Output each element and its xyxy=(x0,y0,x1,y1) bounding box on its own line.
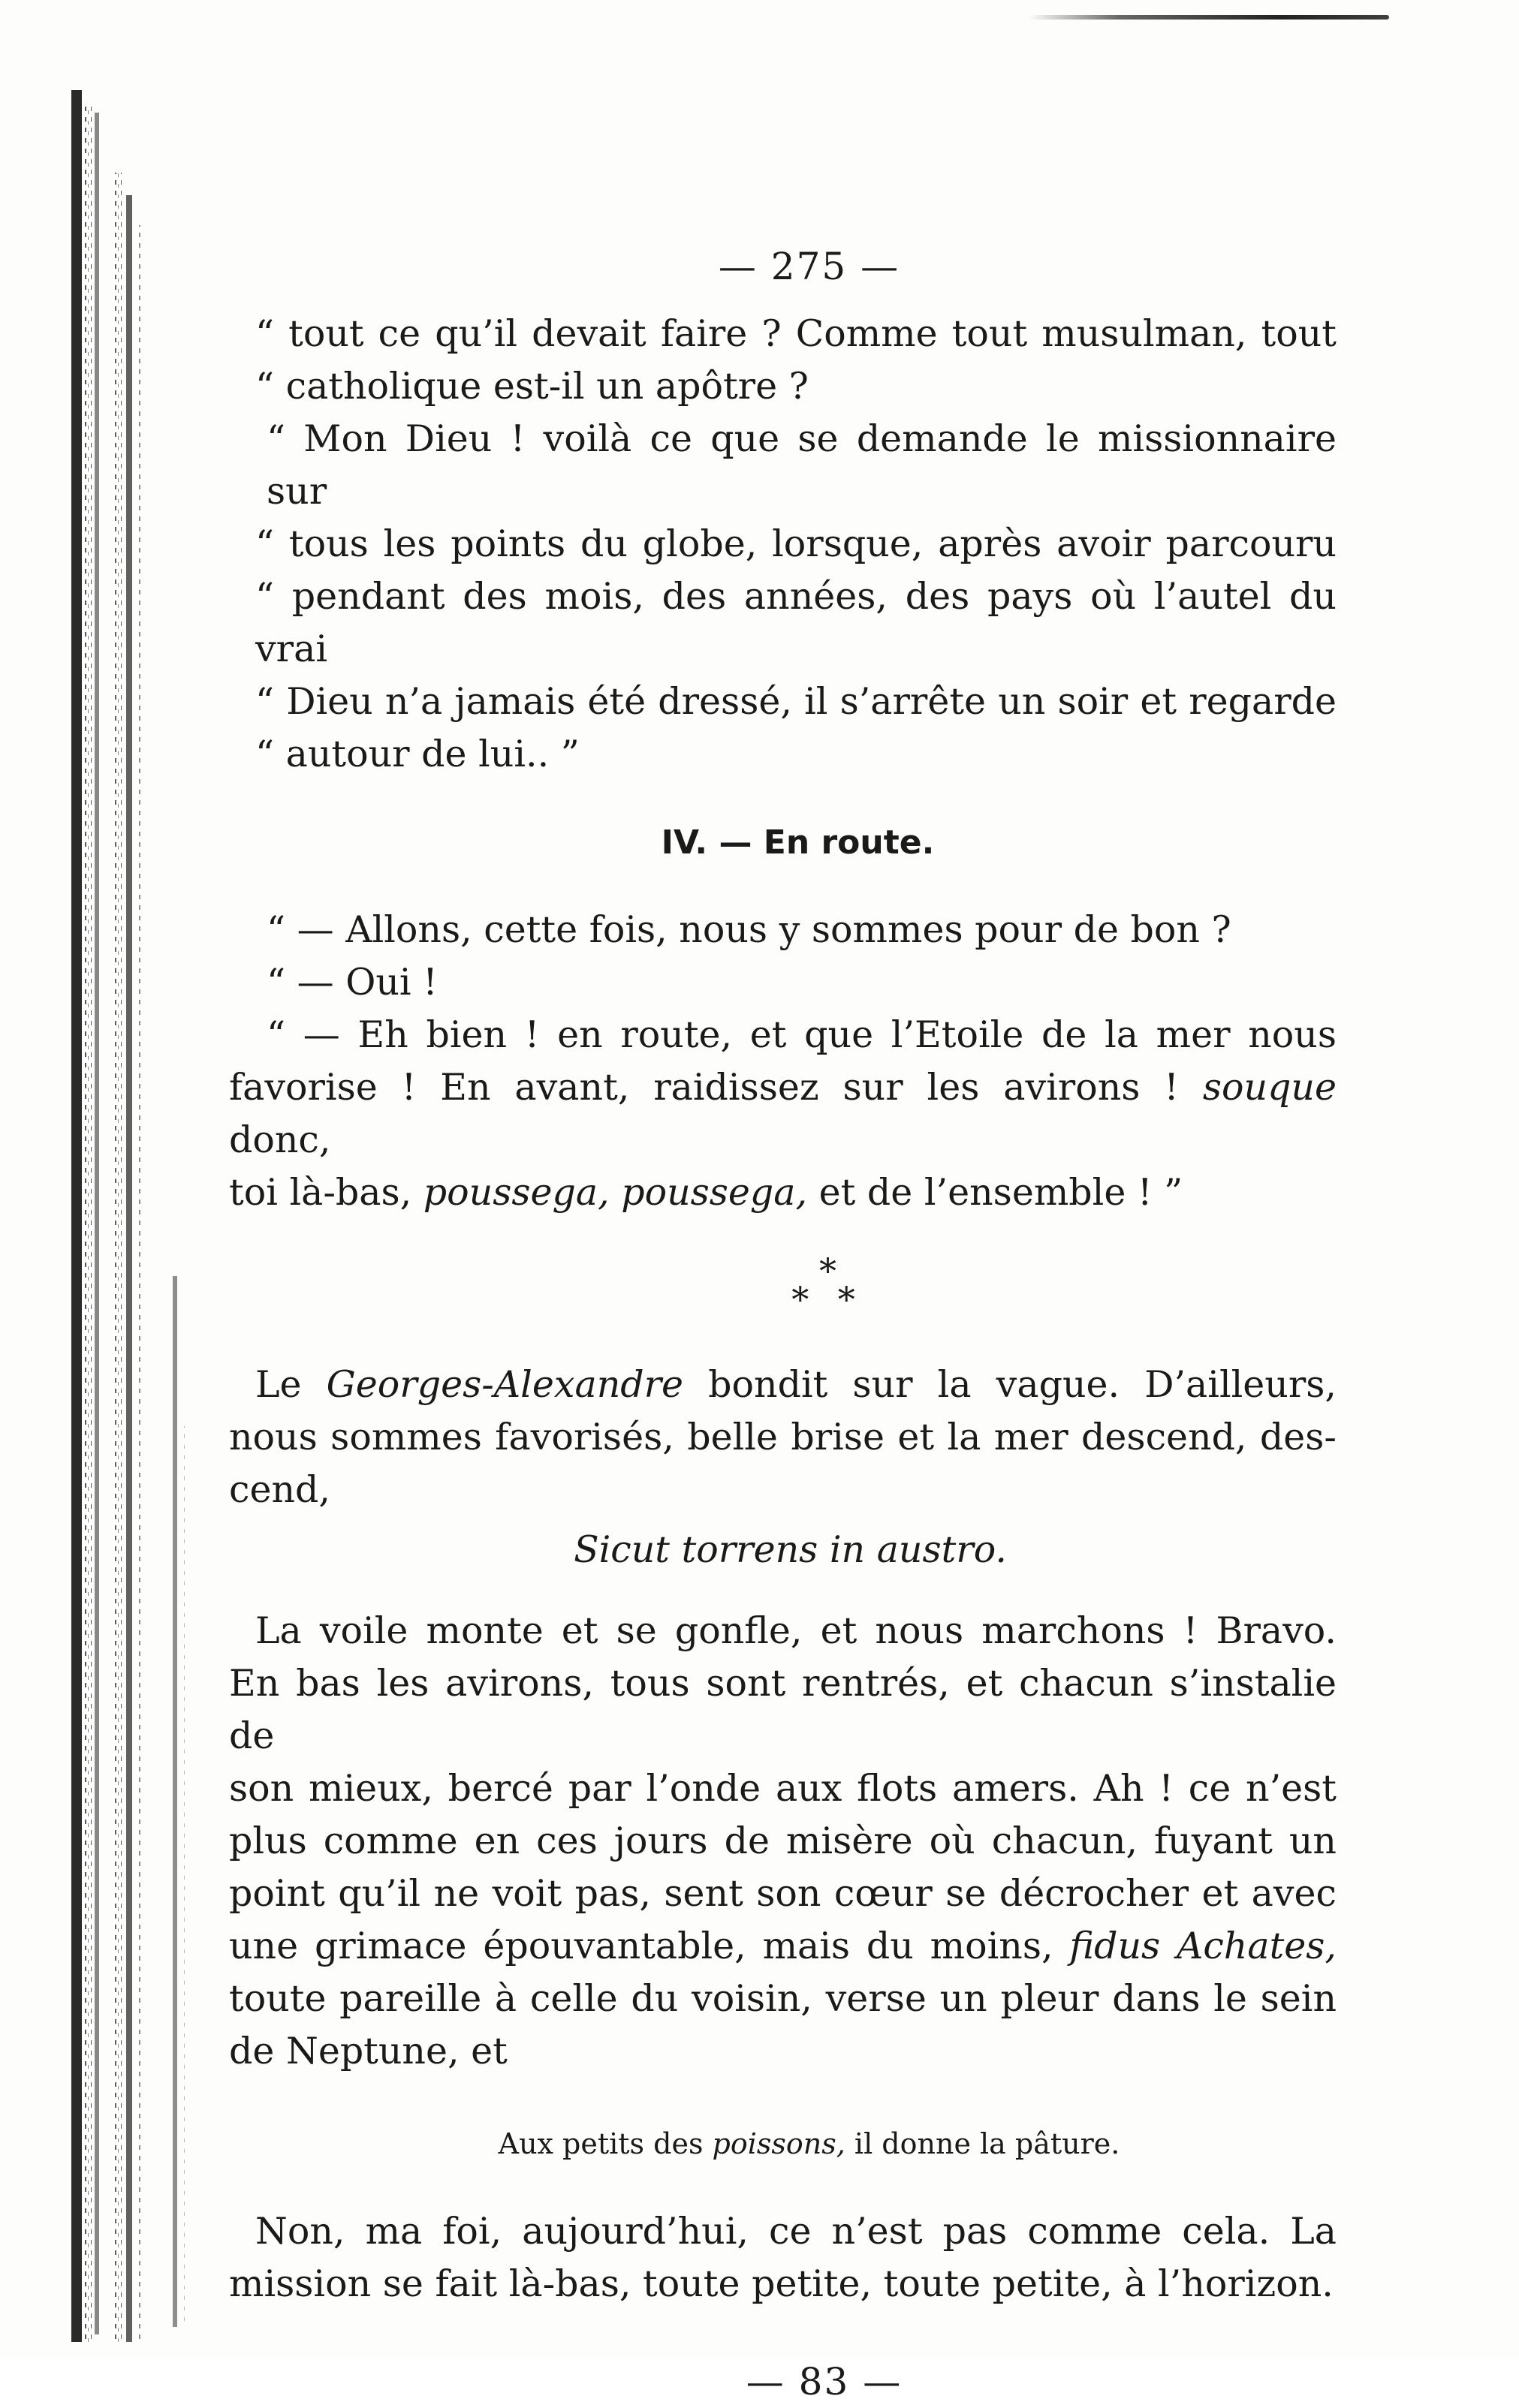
text-span: toi là-bas, xyxy=(229,1171,423,1214)
text-line: cend, xyxy=(229,1468,330,1511)
text-span: et de l’ensemble ! ” xyxy=(807,1171,1183,1214)
dialogue-block xyxy=(229,904,1337,1219)
text-span: bondit sur la vague. D’ailleurs, xyxy=(683,1363,1337,1406)
text-line: “ autour de lui.. ” xyxy=(255,733,580,775)
text-line: “ pendant des mois, des années, des pays où l’autel du vrai xyxy=(255,575,1337,670)
text-span: une grimace épouvantable, mais du moins, xyxy=(229,1925,1070,1967)
text-line: “ tous les points du globe, lorsque, après avoir parcouru xyxy=(255,522,1337,565)
page-text xyxy=(229,240,1337,2408)
dialogue-line: “ — Oui ! xyxy=(267,961,438,1004)
text-span: il donne la pâture. xyxy=(845,2127,1120,2160)
text-line: point qu’il ne voit pas, sent son cœur se décrocher et avec xyxy=(229,1872,1337,1915)
dialogue-line: “ — Allons, cette fois, nous y sommes pour de bon ? xyxy=(267,908,1231,951)
text-line: “ Dieu n’a jamais été dressé, il s’arrête un soir et regarde xyxy=(255,680,1337,723)
text-span: favorise ! En avant, raidissez sur les avirons ! xyxy=(229,1066,1203,1109)
verse-quotation xyxy=(229,2121,1337,2166)
top-page-number: — 275 — xyxy=(718,245,900,288)
section-heading: IV. — En route. xyxy=(661,823,935,862)
narrative-paragraph-2 xyxy=(229,1605,1337,2078)
text-line: “ catholique est-il un apôtre ? xyxy=(255,365,809,408)
top-scan-rule xyxy=(1029,15,1389,20)
closing-paragraph xyxy=(229,2205,1337,2310)
text-line: Non, ma foi, aujourd’hui, ce n’est pas comme cela. La xyxy=(255,2210,1337,2253)
dialogue-line xyxy=(229,1166,1337,1219)
binding-edge xyxy=(0,0,203,2359)
text-span: donc, xyxy=(229,1118,331,1161)
italic-span: Georges-Alexandre xyxy=(326,1363,684,1406)
paragraph-quote-2 xyxy=(229,413,1337,781)
asterism-divider xyxy=(229,1251,1337,1320)
text-span: Le xyxy=(255,1363,327,1406)
narrative-paragraph xyxy=(229,1359,1337,1576)
text-line: La voile monte et se gonfle, et nous marchons ! Bravo. xyxy=(255,1609,1337,1652)
text-line: toute pareille à celle du voisin, verse un pleur dans le sein xyxy=(229,1977,1337,2020)
text-line: En bas les avirons, tous sont rentrés, et chacun s’instalie de xyxy=(229,1662,1337,1757)
text-line: de Neptune, et xyxy=(229,2030,508,2072)
paragraph-quote-1 xyxy=(229,308,1337,413)
italic-span: fidus Achates, xyxy=(1069,1925,1337,1967)
italic-span: souque xyxy=(1202,1066,1337,1109)
text-line: “ tout ce qu’il devait faire ? Comme tout musulman, tout xyxy=(255,312,1337,355)
text-span: Aux petits des xyxy=(498,2127,713,2160)
text-line: plus comme en ces jours de misère où chacun, fuyant un xyxy=(229,1820,1337,1862)
italic-span: poussega, poussega, xyxy=(423,1171,808,1214)
text-line: nous sommes favorisés, belle brise et la mer descend, des- xyxy=(229,1416,1337,1458)
dialogue-line xyxy=(229,1061,1337,1166)
text-line: “ Mon Dieu ! voilà ce que se demande le missionnaire sur xyxy=(267,417,1337,513)
text-line: son mieux, bercé par l’onde aux flots amers. Ah ! ce n’est xyxy=(229,1767,1337,1810)
asterism-bottom: * * xyxy=(791,1279,864,1320)
text-line: mission se fait là-bas, toute petite, toute petite, à l’horizon. xyxy=(229,2262,1334,2305)
text-line xyxy=(229,1920,1337,1973)
italic-span: poissons, xyxy=(712,2127,845,2160)
bottom-page-number: — 83 — xyxy=(746,2360,903,2403)
dialogue-line: “ — Eh bien ! en route, et que l’Etoile de la mer nous xyxy=(267,1013,1337,1056)
latin-quotation: Sicut torrens in austro. xyxy=(574,1528,1007,1571)
asterism-top: * xyxy=(819,1251,836,1291)
text-line xyxy=(229,1359,1337,1411)
